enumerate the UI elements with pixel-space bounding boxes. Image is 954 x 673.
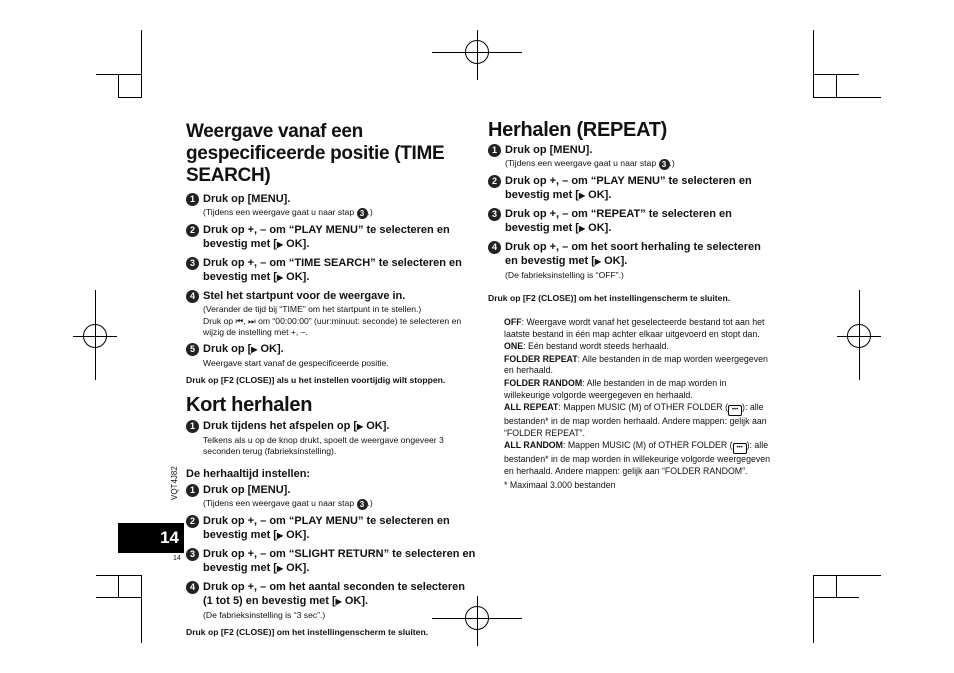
section-title-repeat: Herhalen (REPEAT) (488, 119, 668, 141)
folder-icon: ••• (728, 405, 742, 416)
time-search-step-2 (186, 223, 476, 252)
kort-step-1 (186, 419, 476, 457)
def-all-random: ALL RANDOM: Mappen MUSIC (M) of OTHER FOLDER ( ••• ): alle bestanden* in de map worden in willekeurige volgorde weergegeven en herhaald. Andere mappen: gelijk aan “FOLDER RANDOM”. (504, 440, 771, 476)
kort-sub-step-3 (186, 547, 476, 576)
crop-mark (96, 597, 142, 598)
time-search-step-5 (186, 342, 476, 369)
step-text: Druk op +, – om “TIME SEARCH” te selecteren en bevestig met [▶ OK]. (203, 256, 462, 283)
step-number: 1 (488, 144, 501, 157)
left-column (186, 121, 476, 638)
kort-sub-step-4 (186, 580, 476, 621)
crop-mark (836, 74, 837, 98)
step-note: Telkens als u op de knop drukt, spoelt de weergave ongeveer 3 seconden terug (fabrieksinstelling). (203, 434, 444, 456)
play-icon: ▶ (276, 239, 284, 249)
crop-mark (118, 74, 119, 98)
step-number: 1 (186, 420, 199, 433)
step-number: 2 (186, 224, 199, 237)
play-icon: ▶ (578, 224, 586, 233)
play-icon: ▶ (276, 563, 284, 573)
play-icon: ▶ (251, 344, 258, 354)
step-number: 1 (186, 193, 199, 206)
step-number: 3 (488, 208, 501, 221)
repeat-definitions (488, 317, 772, 491)
repeat-closing: Druk op [F2 (CLOSE)] om het instellingenscherm te sluiten. (488, 293, 731, 303)
step-number: 4 (186, 581, 199, 594)
step-text: Druk op +, – om “PLAY MENU” te selecteren en bevestig met [▶ OK]. (203, 514, 450, 541)
play-icon: ▶ (276, 530, 284, 540)
repeat-step-2 (488, 174, 768, 203)
def-one: ONE: Eén bestand wordt steeds herhaald. (504, 341, 669, 352)
repeat-step-3 (488, 207, 768, 236)
step-note: (Tijdens een weergave gaat u naar stap 3 .) (203, 206, 373, 218)
play-icon: ▶ (335, 596, 342, 606)
def-off: OFF: Weergave wordt vanaf het geselecteerde bestand tot aan het laatste bestand in één map achter elkaar uitgevoerd en stopt dan. (504, 317, 765, 339)
crop-mark (96, 74, 142, 75)
step-text: Druk op [MENU]. (505, 144, 593, 156)
step-number: 5 (186, 343, 199, 356)
subheading-herhaaltijd: De herhaaltijd instellen: (186, 467, 311, 480)
step-note: Weergave start vanaf de gespecificeerde positie. (203, 357, 389, 368)
step-text: Stel het startpunt voor de weergave in. (203, 289, 406, 302)
step-note: (De fabrieksinstelling is “OFF”.) (505, 270, 624, 280)
step-number: 2 (488, 175, 501, 188)
crop-mark (813, 30, 814, 98)
step-text: Druk op [▶ OK]. (203, 342, 284, 355)
kort-sub-step-1 (186, 483, 476, 510)
crop-mark (813, 575, 881, 576)
page-number-small: 14 (173, 555, 181, 562)
step-text: Druk op +, – om “REPEAT” te selecteren en bevestig met [▶ OK]. (505, 208, 732, 234)
play-icon: ▶ (594, 257, 602, 266)
def-all-repeat: ALL REPEAT: Mappen MUSIC (M) of OTHER FOLDER ( ••• ): alle bestanden* in de map worden herhaald. Andere mappen: gelijk aan “FOLDER REPEAT”. (504, 402, 767, 438)
crop-mark (96, 575, 142, 576)
repeat-step-1 (488, 143, 768, 170)
time-search-step-3 (186, 256, 476, 285)
step-number: 3 (186, 548, 199, 561)
play-icon: ▶ (357, 421, 364, 431)
step-number: 3 (186, 257, 199, 270)
step-text: Druk op +, – om het soort herhaling te selecteren en bevestig met [▶ OK]. (505, 241, 761, 267)
step-text: Druk op [MENU]. (203, 483, 291, 496)
footnote: * Maximaal 3.000 bestanden (504, 479, 616, 490)
step-note: (Tijdens een weergave gaat u naar stap 3 .) (505, 158, 675, 169)
step-text: Druk op +, – om “PLAY MENU” te selecteren en bevestig met [▶ OK]. (203, 223, 450, 250)
def-folder-random: FOLDER RANDOM: Alle bestanden in de map worden in willekeurige volgorde weergegeven en herhaald. (504, 377, 727, 400)
step-text: Druk tijdens het afspelen op [▶ OK]. (203, 419, 390, 432)
step-text: Druk op +, – om het aantal seconden te selecteren (1 tot 5) en bevestig met [▶ OK]. (203, 580, 465, 607)
crop-mark (118, 97, 142, 98)
def-folder-repeat: FOLDER REPEAT: Alle bestanden in de map worden weergegeven en herhaald. (504, 353, 768, 376)
crop-mark (836, 575, 837, 598)
step-number: 1 (186, 484, 199, 497)
crop-mark (141, 575, 142, 643)
step-text: Druk op +, – om “SLIGHT RETURN” te selecteren en bevestig met [▶ OK]. (203, 547, 476, 574)
crop-mark (141, 30, 142, 98)
step-note: (De fabrieksinstelling is “3 sec”.) (203, 609, 326, 620)
play-icon: ▶ (578, 191, 586, 200)
time-search-closing: Druk op [F2 (CLOSE)] als u het instellen voortijdig wilt stoppen. (186, 374, 446, 385)
step-number: 4 (186, 290, 199, 303)
step-number: 2 (186, 515, 199, 528)
model-code: VQT4J82 (170, 466, 179, 500)
time-search-step-1 (186, 192, 476, 219)
page-number-tab: 14 (118, 523, 184, 553)
step-text: Druk op [MENU]. (203, 192, 291, 205)
section-title-kort-herhalen: Kort herhalen (186, 393, 313, 416)
crop-mark (813, 97, 881, 98)
section-title-time-search: Weergave vanaf een gespecificeerde positie (TIME SEARCH) (186, 121, 445, 186)
crop-mark (813, 575, 814, 643)
step-note: Druk op ⏮, ⏭ om “00:00:00” (uur:minuut: seconde) te selecteren en wijzig de instelling met +, –. (203, 315, 462, 337)
repeat-step-4 (488, 240, 768, 281)
folder-icon: ••• (733, 443, 747, 454)
play-icon: ▶ (276, 272, 284, 282)
step-number: 4 (488, 241, 501, 254)
right-column (488, 119, 771, 491)
crop-mark (118, 575, 119, 598)
kort-closing: Druk op [F2 (CLOSE)] om het instellingenscherm te sluiten. (186, 626, 429, 637)
kort-sub-step-2 (186, 514, 476, 543)
step-note: (Tijdens een weergave gaat u naar stap 3 .) (203, 497, 373, 509)
time-search-step-4 (186, 289, 476, 338)
step-note: (Verander de tijd bij “TIME” om het startpunt in te stellen.) (203, 303, 422, 314)
step-text: Druk op +, – om “PLAY MENU” te selecteren en bevestig met [▶ OK]. (505, 175, 752, 201)
